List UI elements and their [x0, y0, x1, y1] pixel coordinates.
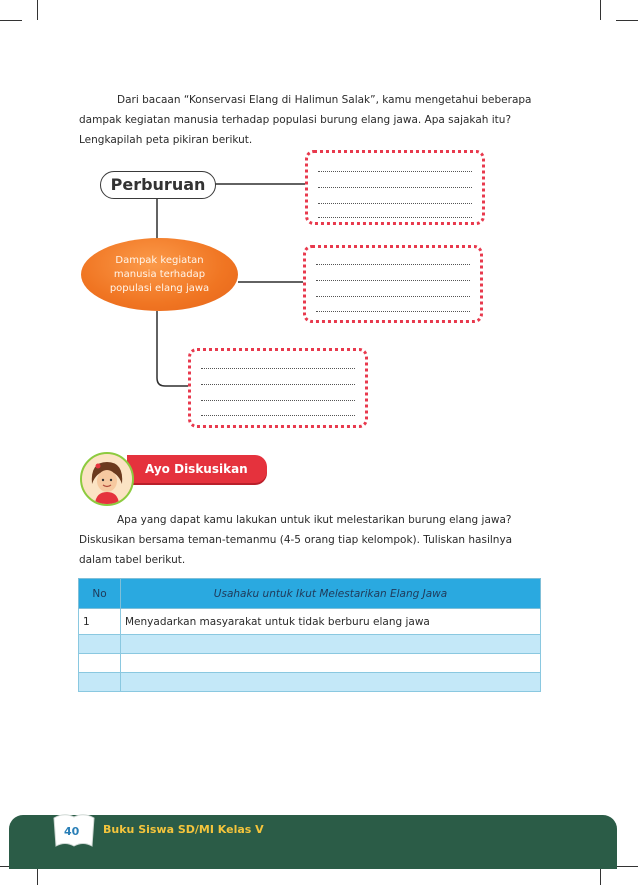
answer-box-1[interactable]: [305, 150, 485, 225]
book-title: Buku Siswa SD/MI Kelas V: [103, 823, 264, 836]
table-row: [79, 635, 541, 654]
table-cell-usahaku: Menyadarkan masyarakat untuk tidak berburu elang jawa: [121, 609, 541, 635]
answer-box-3[interactable]: [188, 348, 368, 428]
discussion-line-1: Apa yang dapat kamu lakukan untuk ikut melestarikan burung elang jawa?: [117, 514, 512, 526]
answer-line: [316, 296, 470, 297]
answer-line: [316, 311, 470, 312]
column-header-usahaku: Usahaku untuk Ikut Melestarikan Elang Jawa: [121, 579, 541, 609]
table-cell-usahaku[interactable]: [121, 654, 541, 673]
answer-line: [318, 187, 472, 188]
answer-line: [201, 384, 355, 385]
discussion-paragraph: [79, 510, 547, 570]
center-node-label: Dampak kegiatan manusia terhadap populasi elang jawa: [109, 254, 210, 294]
table-row: [79, 609, 541, 635]
answer-line: [318, 171, 472, 172]
footer-bar: [9, 815, 617, 869]
table-header-row: [79, 579, 541, 609]
answer-box-2[interactable]: [303, 245, 483, 323]
table-cell-usahaku[interactable]: [121, 635, 541, 654]
conservation-table: [78, 578, 541, 692]
discussion-line-3: dalam tabel berikut.: [79, 554, 186, 566]
connector-line: [157, 311, 190, 386]
intro-line-1: Dari bacaan “Konservasi Elang di Halimun Salak”, kamu mengetahui beberapa: [117, 94, 532, 106]
column-header-no: No: [79, 579, 121, 609]
intro-line-3: Lengkapilah peta pikiran berikut.: [79, 134, 253, 146]
answer-line: [318, 217, 472, 218]
answer-line: [316, 280, 470, 281]
table-row: [79, 654, 541, 673]
girl-icon: [82, 454, 132, 504]
table-cell-no[interactable]: [79, 654, 121, 673]
table-row: [79, 673, 541, 692]
table-cell-usahaku[interactable]: [121, 673, 541, 692]
center-node: [81, 238, 238, 311]
ayo-diskusikan-label: Ayo Diskusikan: [127, 455, 267, 483]
topic-node-perburuan: Perburuan: [100, 171, 216, 199]
answer-line: [201, 415, 355, 416]
intro-line-2: dampak kegiatan manusia terhadap populasi burung elang jawa. Apa sajakah itu?: [79, 114, 512, 126]
discussion-line-2: Diskusikan bersama teman-temanmu (4-5 orang tiap kelompok). Tuliskan hasilnya: [79, 534, 513, 546]
answer-line: [201, 400, 355, 401]
student-illustration: [80, 452, 134, 506]
table-cell-no[interactable]: [79, 673, 121, 692]
answer-line: [316, 264, 470, 265]
answer-line: [318, 203, 472, 204]
table-cell-no: 1: [79, 609, 121, 635]
answer-line: [201, 368, 355, 369]
table-cell-no[interactable]: [79, 635, 121, 654]
page-number-badge: [52, 812, 96, 850]
page-number: 40: [64, 825, 80, 838]
